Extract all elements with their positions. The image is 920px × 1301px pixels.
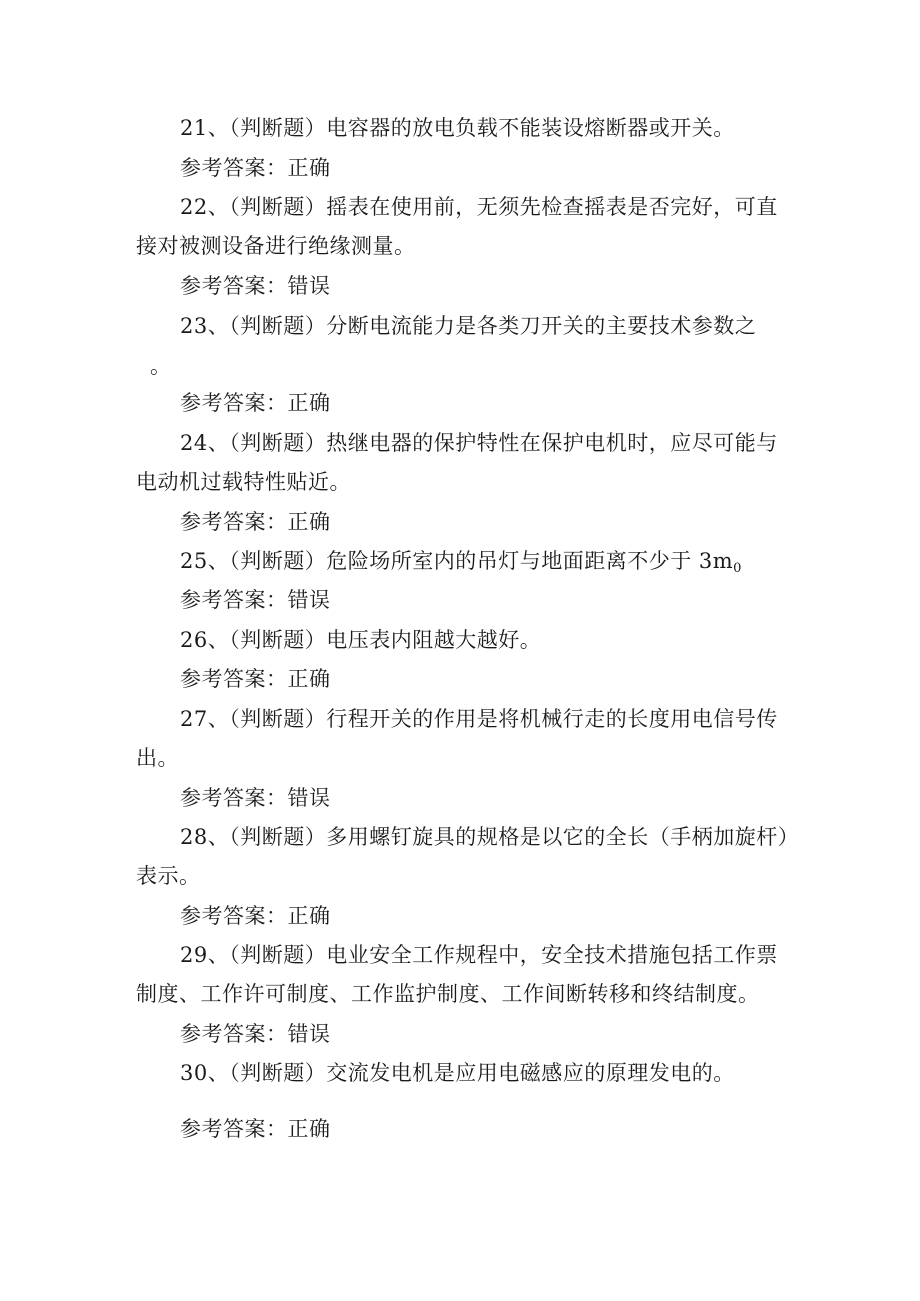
question-29-continued: 制度、工作许可制度、工作监护制度、工作间断转移和终结制度。	[136, 982, 760, 1006]
answer-29: 参考答案：错误	[180, 1022, 331, 1046]
question-30: 30、（判断题）交流发电机是应用电磁感应的原理发电的。	[180, 1061, 735, 1085]
question-27: 27、（判断题）行程开关的作用是将机械行走的长度用电信号传	[180, 707, 778, 731]
answer-27: 参考答案：错误	[180, 786, 331, 810]
question-22: 22、（判断题）摇表在使用前，无须先检查摇表是否完好，可直	[180, 195, 778, 219]
question-22-continued: 接对被测设备进行绝缘测量。	[136, 234, 416, 258]
question-25-subscript: 0	[733, 561, 742, 576]
question-28: 28、（判断题）多用螺钉旋具的规格是以它的全长（手柄加旋杆）	[180, 825, 800, 849]
answer-28: 参考答案：正确	[180, 904, 331, 928]
question-27-continued: 出。	[136, 746, 179, 770]
question-25-text: 25、（判断题）危险场所室内的吊灯与地面距离不少于 3m	[180, 549, 734, 573]
question-25	[180, 547, 742, 583]
answer-21: 参考答案：正确	[180, 156, 331, 180]
question-28-continued: 表示。	[136, 864, 201, 888]
answer-24: 参考答案：正确	[180, 510, 331, 534]
question-26: 26、（判断题）电压表内阻越大越好。	[180, 628, 542, 652]
answer-26: 参考答案：正确	[180, 667, 331, 691]
answer-25: 参考答案：错误	[180, 588, 331, 612]
question-23: 23、（判断题）分断电流能力是各类刀开关的主要技术参数之	[180, 314, 757, 338]
question-23-continued: 。	[150, 354, 172, 378]
answer-22: 参考答案：错误	[180, 274, 331, 298]
question-24: 24、（判断题）热继电器的保护特性在保护电机时，应尽可能与	[180, 431, 778, 455]
question-29: 29、（判断题）电业安全工作规程中，安全技术措施包括工作票	[180, 943, 778, 967]
answer-23: 参考答案：正确	[180, 391, 331, 415]
answer-30: 参考答案：正确	[180, 1117, 331, 1141]
question-24-continued: 电动机过载特性贴近。	[136, 470, 351, 494]
question-21: 21、（判断题）电容器的放电负载不能装设熔断器或开关。	[180, 116, 735, 140]
